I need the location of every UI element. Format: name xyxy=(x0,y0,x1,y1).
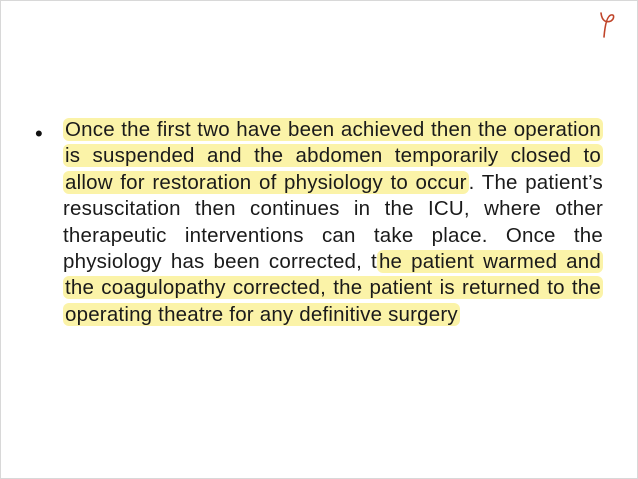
bullet-paragraph xyxy=(63,117,603,328)
plain-text: . The patient’s resuscitation then continues in the ICU, where other therapeutic interventions can take place. Once the physiology has been corrected, t xyxy=(63,170,603,274)
handwritten-mark-icon xyxy=(597,9,617,39)
highlighted-text: Once the first two have been achieved then the operation is suspended and the abdomen temporarily closed to allow for restoration of physiology to occur xyxy=(65,118,601,194)
highlighted-text: he patient warmed and the coagulopathy corrected, the patient is returned to the operating theatre for any definitive surgery xyxy=(65,250,601,326)
bullet-dot-icon: • xyxy=(35,121,43,146)
